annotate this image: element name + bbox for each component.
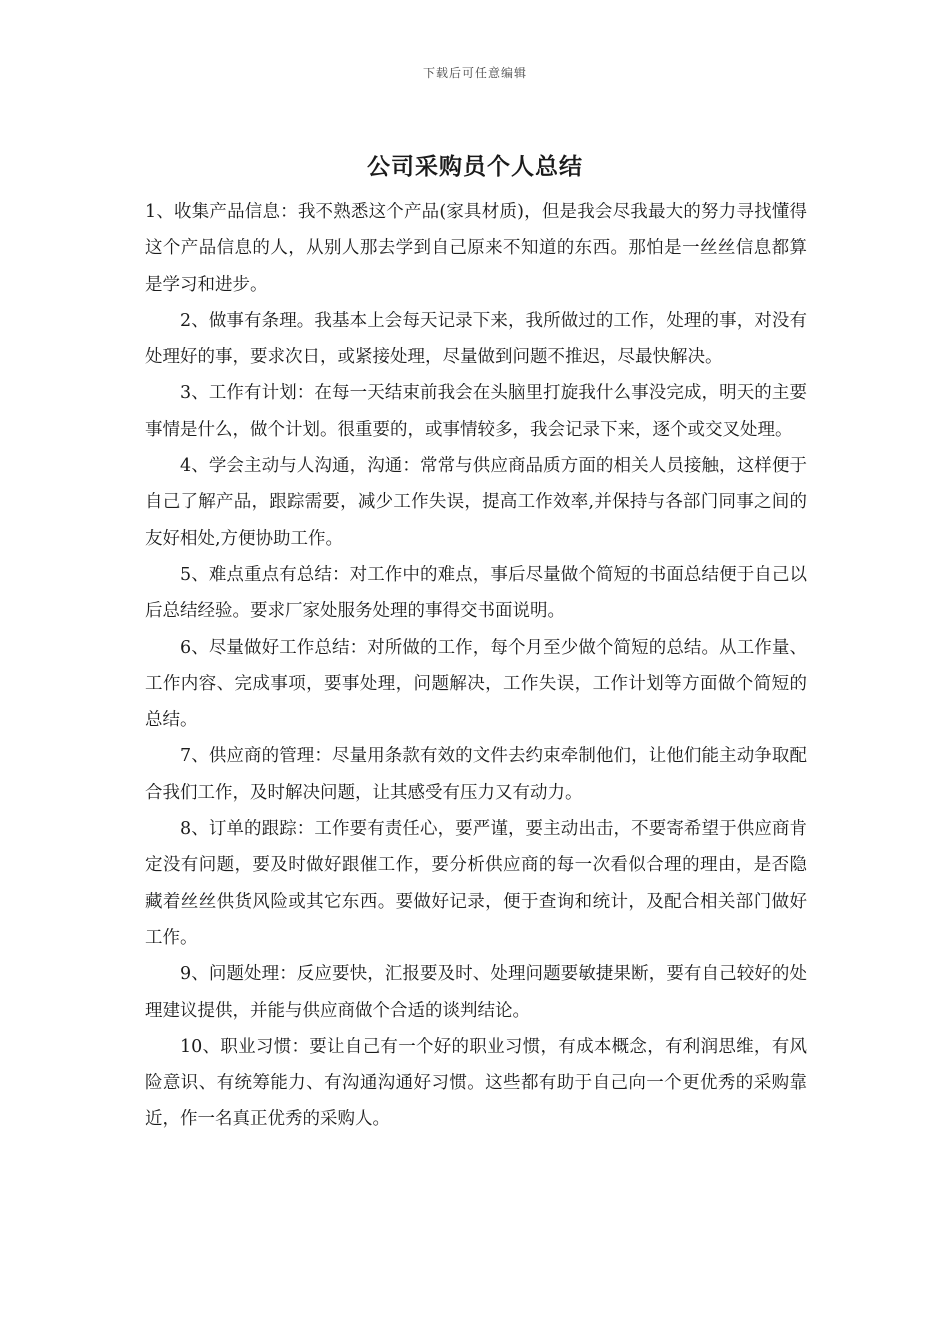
paragraph-10: 10、职业习惯：要让自己有一个好的职业习惯，有成本概念，有利润思维，有风险意识、有统筹能力、有沟通沟通好习惯。这些都有助于自己向一个更优秀的采购靠近，作一名真正优秀的采购人。 bbox=[145, 1036, 807, 1130]
document-body bbox=[145, 194, 807, 1138]
paragraph-3: 3、工作有计划：在每一天结束前我会在头脑里打旋我什么事没完成，明天的主要事情是什么，做个计划。很重要的，或事情较多，我会记录下来，逐个或交叉处理。 bbox=[145, 383, 807, 440]
paragraph-1: 1、收集产品信息：我不熟悉这个产品(家具材质)，但是我会尽我最大的努力寻找懂得这个产品信息的人，从别人那去学到自己原来不知道的东西。那怕是一丝丝信息都算是学习和进步。 bbox=[145, 202, 807, 295]
document-title: 公司采购员个人总结 bbox=[367, 154, 583, 180]
header-note: 下载后可任意编辑 bbox=[422, 66, 527, 80]
paragraph-5: 5、难点重点有总结：对工作中的难点，事后尽量做个简短的书面总结便于自己以后总结经验。要求厂家处服务处理的事得交书面说明。 bbox=[145, 564, 807, 622]
paragraph-7: 7、供应商的管理：尽量用条款有效的文件去约束牵制他们，让他们能主动争取配合我们工作，及时解决问题，让其感受有压力又有动力。 bbox=[145, 746, 807, 803]
paragraph-8: 8、订单的跟踪：工作要有责任心，要严谨，要主动出击，不要寄希望于供应商肯定没有问题，要及时做好跟催工作，要分析供应商的每一次看似合理的理由，是否隐藏着丝丝供货风险或其它东西。要做好记录，便于查询和统计，及配合相关部门做好工作。 bbox=[145, 819, 807, 948]
paragraph-6: 6、尽量做好工作总结：对所做的工作，每个月至少做个简短的总结。从工作量、工作内容、完成事项，要事处理，问题解决，工作失误，工作计划等方面做个简短的总结。 bbox=[145, 637, 807, 731]
paragraph-4: 4、学会主动与人沟通，沟通：常常与供应商品质方面的相关人员接触，这样便于自己了解产品，跟踪需要，减少工作失误，提高工作效率,并保持与各部门同事之间的友好相处,方便协助工作。 bbox=[145, 456, 807, 549]
paragraph-9: 9、问题处理：反应要快，汇报要及时、处理问题要敏捷果断，要有自己较好的处理建议提供，并能与供应商做个合适的谈判结论。 bbox=[145, 964, 807, 1021]
paragraph-2: 2、做事有条理。我基本上会每天记录下来，我所做过的工作，处理的事，对没有处理好的事，要求次日，或紧接处理，尽量做到问题不推迟，尽最快解决。 bbox=[145, 310, 807, 368]
